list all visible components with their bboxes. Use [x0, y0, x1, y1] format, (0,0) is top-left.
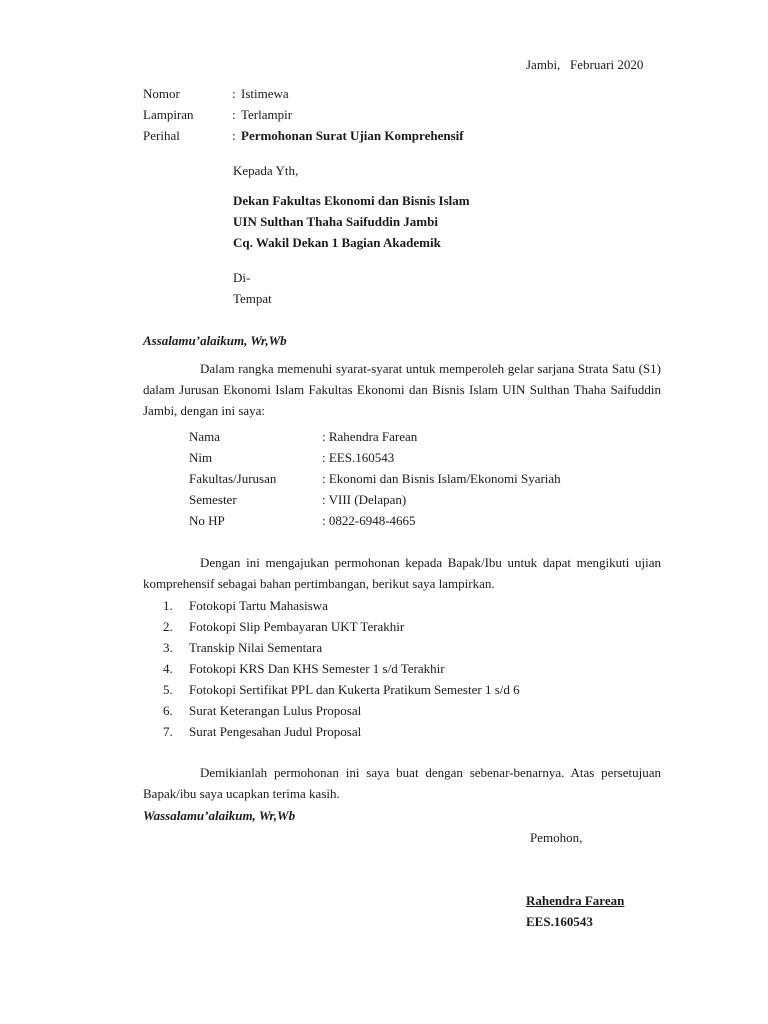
recipient-line-3: Cq. Wakil Dekan 1 Bagian Akademik [233, 235, 441, 250]
recipient-line-2: UIN Sulthan Thaha Saifuddin Jambi [233, 214, 438, 229]
salam-closing: Wassalamu’alaikum, Wr,Wb [143, 808, 296, 823]
field-label-perihal: Perihal [143, 128, 180, 143]
identity-value-fakultas: : Ekonomi dan Bisnis Islam/Ekonomi Syariah [322, 471, 561, 486]
paragraph-closing-text: Demikianlah permohonan ini saya buat dengan sebenar-benarnya. Atas persetujuan Bapak/ibu saya ucapkan terima kasih. [143, 765, 661, 801]
field-label-nomor: Nomor [143, 86, 180, 101]
recipient-tempat: Tempat [233, 291, 272, 306]
identity-value-semester: : VIII (Delapan) [322, 492, 407, 507]
field-label-lampiran: Lampiran [143, 107, 194, 122]
signature-nim: EES.160543 [526, 914, 593, 929]
identity-value-nohp: : 0822-6948-4665 [322, 513, 416, 528]
identity-value-nama: : Rahendra Farean [322, 429, 418, 444]
paragraph-request [143, 552, 661, 594]
identity-label-fakultas: Fakultas/Jurusan [189, 471, 277, 486]
list-item-text: Fotokopi Tartu Mahasiswa [189, 598, 328, 613]
letter-date: Jambi, Februari 2020 [526, 57, 644, 72]
paragraph-closing [143, 762, 661, 804]
list-item-number: 1. [163, 598, 173, 613]
recipient-di: Di- [233, 270, 251, 285]
field-sep-nomor: : [232, 86, 236, 101]
recipient-line-1: Dekan Fakultas Ekonomi dan Bisnis Islam [233, 193, 470, 208]
signature-name: Rahendra Farean [526, 893, 625, 908]
paragraph-request-text: Dengan ini mengajukan permohonan kepada Bapak/Ibu untuk dapat mengikuti ujian komprehensif sebagai bahan pertimbangan, berikut saya lampirkan. [143, 555, 661, 591]
identity-value-nim: : EES.160543 [322, 450, 395, 465]
list-item-text: Surat Keterangan Lulus Proposal [189, 703, 362, 718]
identity-label-nohp: No HP [189, 513, 225, 528]
list-item-text: Transkip Nilai Sementara [189, 640, 323, 655]
field-sep-lampiran: : [232, 107, 236, 122]
list-item-number: 4. [163, 661, 173, 676]
list-item-text: Surat Pengesahan Judul Proposal [189, 724, 362, 739]
list-item-number: 7. [163, 724, 173, 739]
list-item-text: Fotokopi Sertifikat PPL dan Kukerta Pratikum Semester 1 s/d 6 [189, 682, 520, 697]
paragraph-intro [143, 358, 661, 421]
field-sep-perihal: : [232, 128, 236, 143]
signature-label: Pemohon, [530, 830, 583, 845]
identity-label-semester: Semester [189, 492, 237, 507]
identity-label-nama: Nama [189, 429, 221, 444]
list-item-number: 5. [163, 682, 173, 697]
salam-opening: Assalamu’alaikum, Wr,Wb [143, 333, 287, 348]
field-value-lampiran: Terlampir [241, 107, 293, 122]
recipient-greeting: Kepada Yth, [233, 163, 299, 178]
list-item-text: Fotokopi KRS Dan KHS Semester 1 s/d Terakhir [189, 661, 445, 676]
identity-label-nim: Nim [189, 450, 213, 465]
paragraph-intro-text: Dalam rangka memenuhi syarat-syarat untuk memperoleh gelar sarjana Strata Satu (S1) dalam Jurusan Ekonomi Islam Fakultas Ekonomi dan Bisnis Islam UIN Sulthan Thaha Saifuddin Jambi, dengan ini saya: [143, 361, 661, 418]
list-item-number: 2. [163, 619, 173, 634]
list-item-text: Fotokopi Slip Pembayaran UKT Terakhir [189, 619, 405, 634]
field-value-perihal: Permohonan Surat Ujian Komprehensif [241, 128, 464, 143]
list-item-number: 3. [163, 640, 173, 655]
list-item-number: 6. [163, 703, 173, 718]
field-value-nomor: Istimewa [241, 86, 289, 101]
